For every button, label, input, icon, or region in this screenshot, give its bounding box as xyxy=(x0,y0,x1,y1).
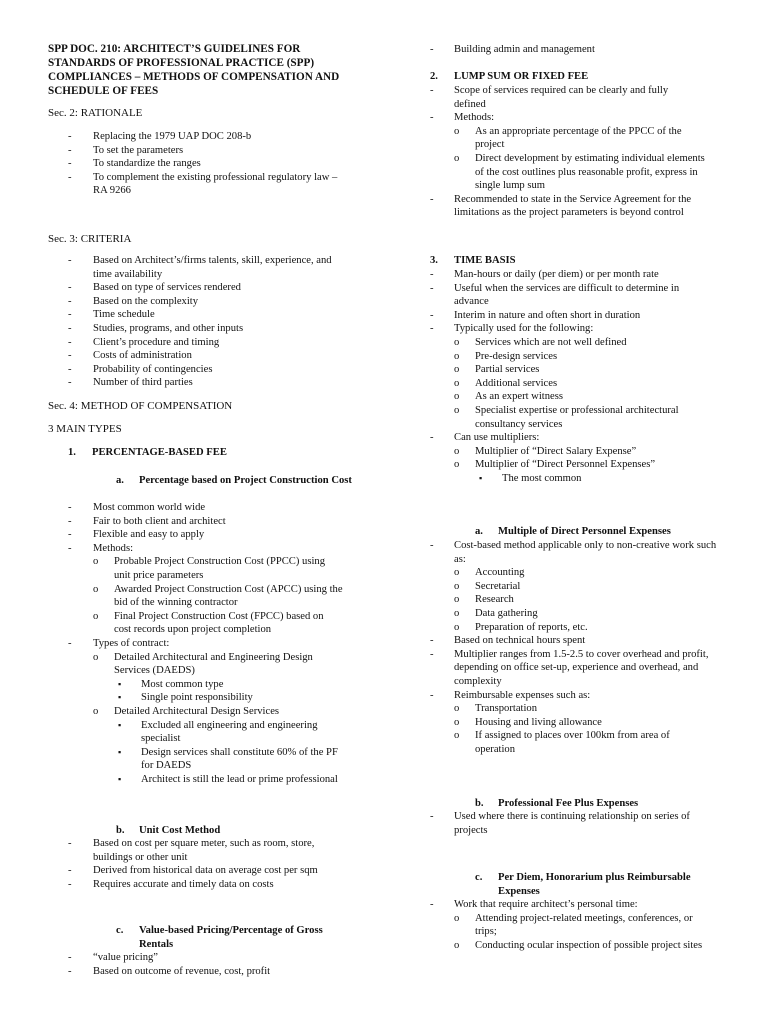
type3b-letter: b. xyxy=(475,798,484,809)
type1b-heading xyxy=(116,824,356,838)
list-item: - Based on outcome of revenue, cost, profit xyxy=(48,965,363,979)
type1a-heading xyxy=(116,474,356,488)
list-item: - Probability of contingencies xyxy=(48,363,358,377)
main-types-label: 3 MAIN TYPES xyxy=(48,423,122,435)
type1-label: PERCENTAGE-BASED FEE xyxy=(92,447,227,458)
type3c-list xyxy=(430,898,718,952)
list-item: - Used where there is continuing relationship on series of projects xyxy=(430,810,718,837)
sublist-item xyxy=(93,651,343,705)
subsublist-item: ▪ Excluded all engineering and engineering specialist xyxy=(114,719,343,746)
list-item: - Most common world wide xyxy=(48,501,363,515)
sublist-item: o Research xyxy=(454,593,718,607)
type3a-letter: a. xyxy=(475,526,483,537)
type3c-title: Per Diem, Honorarium plus Reimbursable Expenses xyxy=(498,872,691,897)
list-item xyxy=(430,689,718,757)
type3-label: TIME BASIS xyxy=(454,255,516,266)
sublist-item: o Final Project Construction Cost (FPCC) based on cost records upon project completion xyxy=(93,610,343,637)
subsublist-item: ▪ Design services shall constitute 60% of the PF for DAEDS xyxy=(114,746,343,773)
sublist-item: o Services which are not well defined xyxy=(454,336,714,350)
sublist-item: o Direct development by estimating individual elements of the cost outlines plus reasonable profit, express in single lump sum xyxy=(454,152,707,193)
list-item xyxy=(430,322,718,431)
type3c-letter: c. xyxy=(475,872,483,883)
sublist-item xyxy=(93,705,343,787)
sublist xyxy=(454,125,706,193)
type2-list xyxy=(430,84,718,220)
list-item xyxy=(430,431,718,485)
list-item xyxy=(430,539,718,634)
sublist xyxy=(454,702,716,756)
subsublist-item: ▪ The most common xyxy=(475,472,714,486)
list-item: - Building admin and management xyxy=(430,43,720,57)
sublist xyxy=(454,445,714,486)
sublist-item: o Specialist expertise or professional architectural consultancy services xyxy=(454,404,714,431)
type1c-letter: c. xyxy=(116,925,124,936)
list-item: - Costs of administration xyxy=(48,349,358,363)
sublist xyxy=(454,566,718,634)
type3b-title: Professional Fee Plus Expenses xyxy=(498,798,639,809)
type1a-title: Percentage based on Project Construction Cost xyxy=(139,475,352,486)
sublist-item: o Probable Project Construction Cost (PPCC) using unit price parameters xyxy=(93,555,343,582)
type1c-heading xyxy=(116,924,356,951)
sublist-item-text: Detailed Architectural Design Services xyxy=(114,705,280,717)
sublist-item: o If assigned to places over 100km from area of operation xyxy=(454,729,707,756)
type1-num: 1. xyxy=(68,447,76,458)
sublist-item xyxy=(454,458,714,485)
list-item: - Requires accurate and timely data on costs xyxy=(48,878,363,892)
type2-num: 2. xyxy=(430,71,438,82)
type2-label: LUMP SUM OR FIXED FEE xyxy=(454,71,589,82)
sublist-item: o Additional services xyxy=(454,377,714,391)
sublist-item: o Pre-design services xyxy=(454,350,714,364)
list-item: - “value pricing” xyxy=(48,951,363,965)
list-item: - Number of third parties xyxy=(48,376,358,390)
list-item: - Based on cost per square meter, such as room, store, buildings or other unit xyxy=(48,837,345,864)
list-item: - To complement the existing professional regulatory law – RA 9266 xyxy=(48,171,338,198)
list-item-text: Methods: xyxy=(454,112,495,124)
list-item xyxy=(430,111,718,193)
sublist-item: o As an appropriate percentage of the PPCC of the project xyxy=(454,125,706,152)
subsublist-item: ▪ Most common type xyxy=(114,678,343,692)
sublist-item: o Awarded Project Construction Cost (APCC) using the bid of the winning contractor xyxy=(93,583,343,610)
list-item-text: Methods: xyxy=(93,542,134,554)
list-item: - Based on Architect’s/firms talents, skill, experience, and time availability xyxy=(48,254,338,281)
type1-heading xyxy=(68,446,227,460)
list-item: - Flexible and easy to apply xyxy=(48,528,363,542)
sec2-heading xyxy=(48,107,142,121)
sublist-item: o Transportation xyxy=(454,702,716,716)
type3-list xyxy=(430,268,718,486)
list-item: - To standardize the ranges xyxy=(48,157,358,171)
list-item: - Replacing the 1979 UAP DOC 208-b xyxy=(48,130,358,144)
list-item: - Studies, programs, and other inputs xyxy=(48,322,358,336)
sublist-item: o Attending project-related meetings, conferences, or trips; xyxy=(454,912,716,939)
sublist-item-text: Multiplier of “Direct Personnel Expenses” xyxy=(475,459,656,471)
type1a-letter: a. xyxy=(116,475,124,486)
list-item-text: Can use multipliers: xyxy=(454,432,540,444)
list-item xyxy=(430,898,718,952)
list-item-text: Cost-based method applicable only to non-creative work such as: xyxy=(454,540,717,565)
list-item: - Interim in nature and often short in duration xyxy=(430,309,718,323)
type1a-list xyxy=(48,501,363,786)
list-item: - Useful when the services are difficult to determine in advance xyxy=(430,282,716,309)
list-item: - Client’s procedure and timing xyxy=(48,336,358,350)
sublist xyxy=(454,912,716,953)
sublist xyxy=(454,336,714,431)
sublist xyxy=(93,555,343,637)
subsublist-item: ▪ Architect is still the lead or prime professional xyxy=(114,773,343,787)
list-item: - Based on type of services rendered xyxy=(48,281,358,295)
type1c-title: Value-based Pricing/Percentage of Gross Rentals xyxy=(139,925,323,950)
type2-heading xyxy=(430,70,588,84)
sublist-item: o Multiplier of “Direct Salary Expense” xyxy=(454,445,714,459)
sublist-item: o Partial services xyxy=(454,363,714,377)
sublist-item: o Secretarial xyxy=(454,580,718,594)
sublist-item: o Housing and living allowance xyxy=(454,716,716,730)
sublist xyxy=(93,651,343,787)
list-item: - Fair to both client and architect xyxy=(48,515,363,529)
type1b-title: Unit Cost Method xyxy=(139,825,221,836)
type3b-list xyxy=(430,810,718,837)
sublist-item: o Accounting xyxy=(454,566,718,580)
list-item: - Recommended to state in the Service Agreement for the limitations as the project parameters is beyond control xyxy=(430,193,718,220)
subsublist xyxy=(114,678,343,705)
list-item xyxy=(48,542,363,637)
type3a-title: Multiple of Direct Personnel Expenses xyxy=(498,526,671,537)
type3-num: 3. xyxy=(430,255,438,266)
list-item: - To set the parameters xyxy=(48,144,358,158)
type1c-list xyxy=(48,951,363,978)
sec2-list xyxy=(48,130,358,198)
type3c-heading xyxy=(475,871,720,898)
sec2-heading-text: Sec. 2: RATIONALE xyxy=(48,107,143,119)
list-item: - Multiplier ranges from 1.5-2.5 to cover overhead and profit, depending on office set-up, experience and overhead, and complexity xyxy=(430,648,718,689)
type3a-heading xyxy=(475,525,720,539)
sublist-item: o Data gathering xyxy=(454,607,718,621)
continued-list xyxy=(430,43,720,57)
subsublist-item: ▪ Single point responsibility xyxy=(114,691,343,705)
list-item-text: Types of contract: xyxy=(93,637,170,649)
list-item-text: Work that require architect’s personal time: xyxy=(454,899,638,910)
list-item xyxy=(48,637,363,787)
type3b-heading xyxy=(475,797,720,811)
type3a-list xyxy=(430,539,718,757)
list-item-text: Reimbursable expenses such as: xyxy=(454,689,591,701)
list-item: - Man-hours or daily (per diem) or per month rate xyxy=(430,268,718,282)
sublist-item: o Conducting ocular inspection of possible project sites xyxy=(454,939,707,953)
subsublist xyxy=(114,719,343,787)
sec4-heading: Sec. 4: METHOD OF COMPENSATION xyxy=(48,400,233,412)
type3-heading xyxy=(430,254,516,268)
list-item: - Derived from historical data on average cost per sqm xyxy=(48,864,363,878)
list-item: - Based on the complexity xyxy=(48,295,358,309)
sec3-heading: Sec. 3: CRITERIA xyxy=(48,233,132,245)
list-item: - Scope of services required can be clearly and fully defined xyxy=(430,84,702,111)
sublist-item-text: Detailed Architectural and Engineering Design Services (DAEDS) xyxy=(114,651,313,677)
list-item-text: Typically used for the following: xyxy=(454,323,594,335)
document-title: SPP DOC. 210: ARCHITECT’S GUIDELINES FOR STANDARDS OF PROFESSIONAL PRACTICE (SPP) COMPLIANCES – METHODS OF COMPENSATION AND SCHEDULE OF FEES xyxy=(48,43,340,97)
list-item: - Based on technical hours spent xyxy=(430,634,718,648)
list-item: - Time schedule xyxy=(48,308,358,322)
sublist-item: o As an expert witness xyxy=(454,390,714,404)
type1b-list xyxy=(48,837,363,891)
sec3-list xyxy=(48,254,358,390)
sublist-item: o Preparation of reports, etc. xyxy=(454,621,718,635)
subsublist xyxy=(475,472,714,486)
type1b-letter: b. xyxy=(116,825,125,836)
